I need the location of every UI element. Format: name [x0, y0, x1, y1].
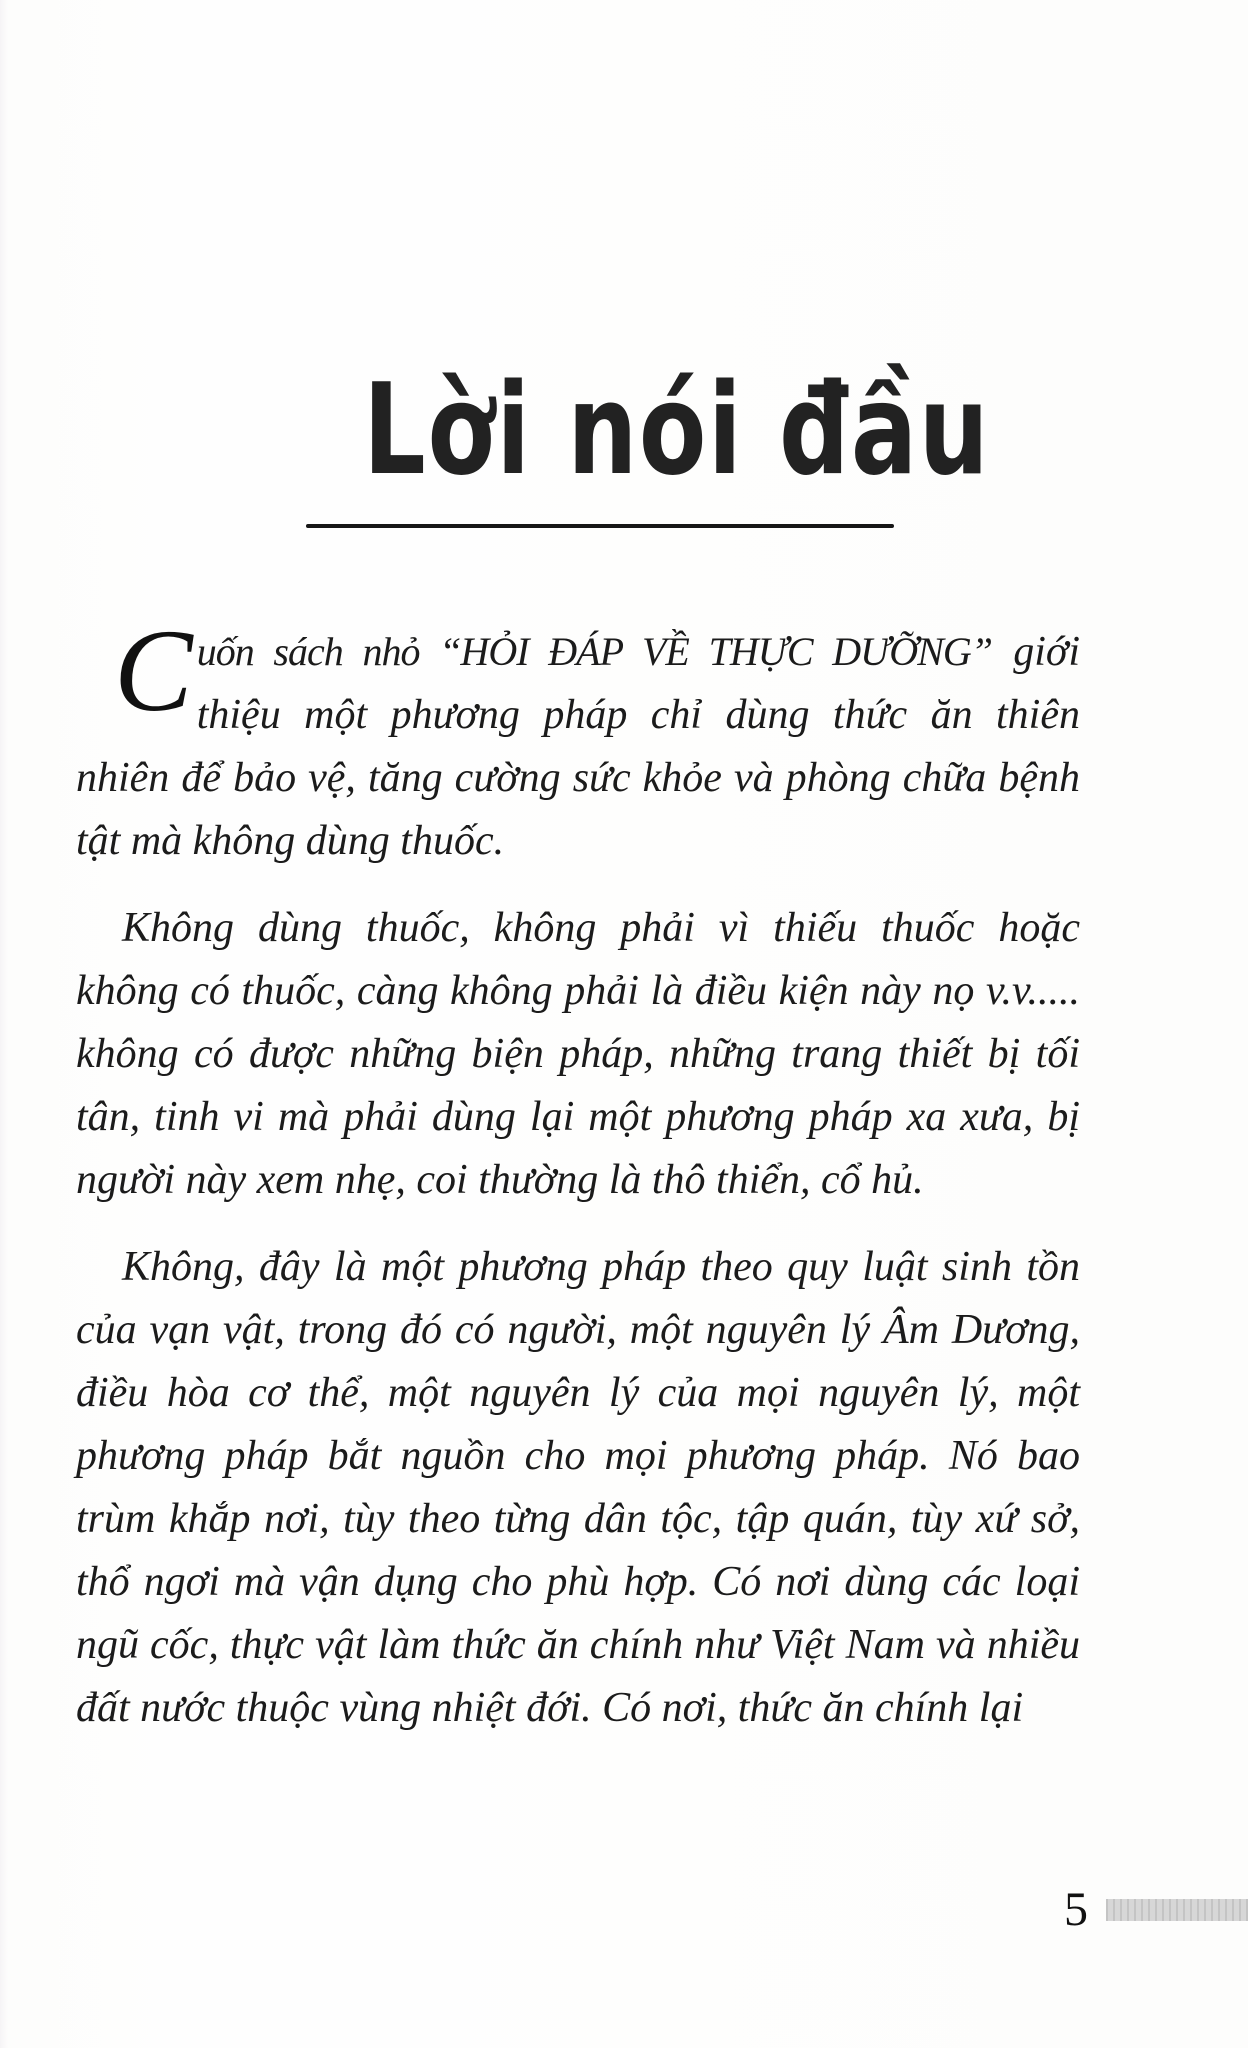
page-edge-tab: [1106, 1899, 1248, 1921]
paragraph-1-text: giới thiệu một phương pháp chỉ dùng thức ăn thiên nhiên để bảo vệ, tăng cường sức khỏe và phòng chữa bệnh tật mà không dùng thuốc.: [76, 629, 1080, 864]
paragraph-1: [76, 605, 1080, 873]
paragraph-1-lead: uốn sách nhỏ “HỎI ĐÁP VỀ THỰC DƯỠNG”: [196, 629, 993, 674]
paragraph-3: Không, đây là một phương pháp theo quy luật sinh tồn của vạn vật, trong đó có người, một nguyên lý Âm Dương, điều hòa cơ thể, một nguyên lý của mọi nguyên lý, một phương pháp bắt nguồn cho mọi phương pháp. Nó bao trùm khắp nơi, tùy theo từng dân tộc, tập quán, tùy xứ sở, thổ ngơi mà vận dụng cho phù hợp. Có nơi dùng các loại ngũ cốc, thực vật làm thức ăn chính như Việt Nam và nhiều đất nước thuộc vùng nhiệt đới. Có nơi, thức ăn chính lại: [76, 1244, 1080, 1731]
page-number: 5: [1064, 1883, 1088, 1936]
paragraph-2: Không dùng thuốc, không phải vì thiếu thuốc hoặc không có thuốc, càng không phải là điều kiện này nọ v.v..... không có được những biện pháp, những trang thiết bị tối tân, tinh vi mà phải dùng lại một phương pháp xa xưa, bị người này xem nhẹ, coi thường là thô thiển, cổ hủ.: [76, 905, 1080, 1203]
drop-cap: C: [114, 605, 193, 736]
body-text: [76, 605, 1080, 1764]
title-underline: [306, 524, 894, 528]
chapter-title: Lời nói đầu: [363, 356, 991, 503]
